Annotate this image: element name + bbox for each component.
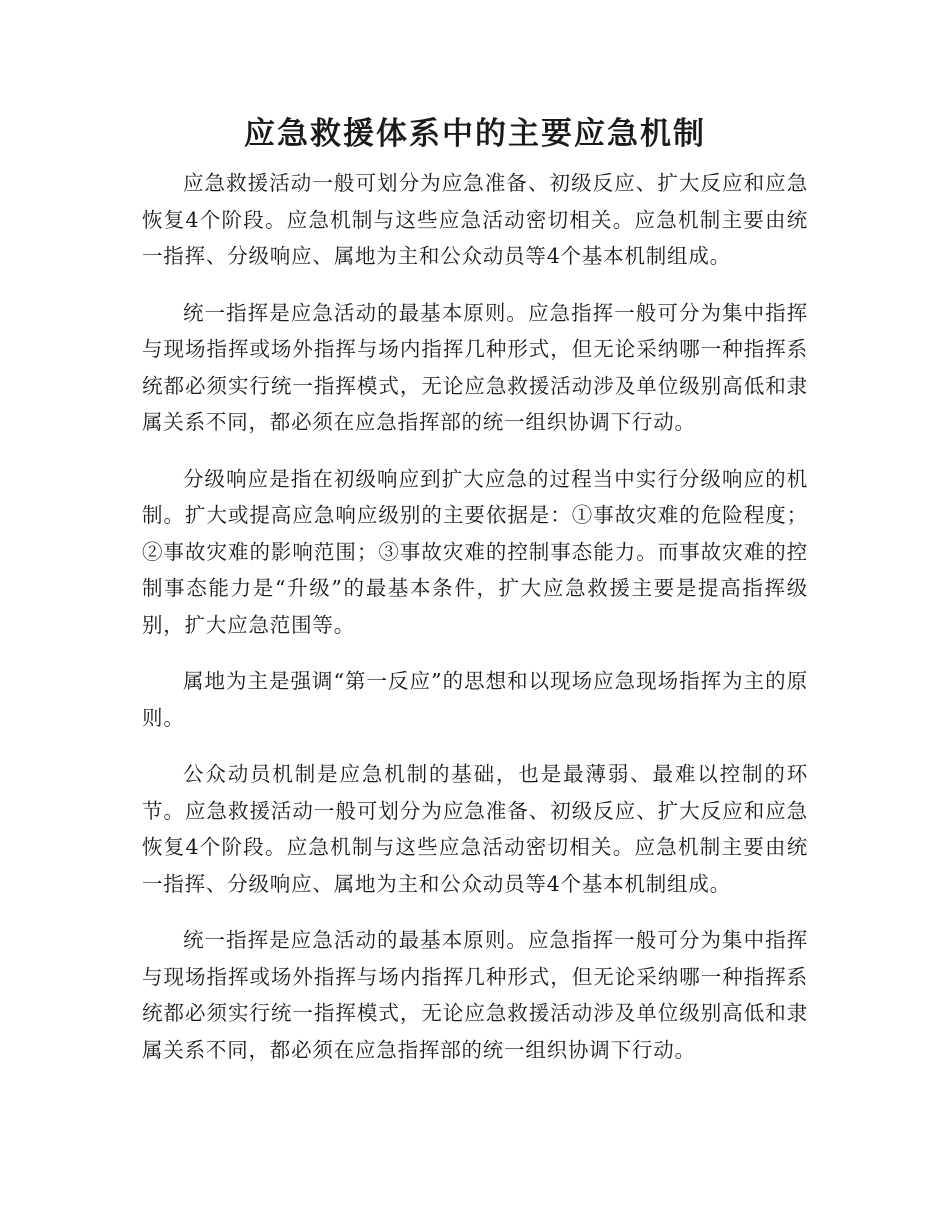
paragraph-1: 应急救援活动一般可划分为应急准备、初级反应、扩大反应和应急恢复4个阶段。应急机制与这些应急活动密切相关。应急机制主要由统一指挥、分级响应、属地为主和公众动员等4个基本机制组成。 bbox=[142, 171, 808, 268]
paragraph-4: 属地为主是强调“第一反应”的思想和以现场应急现场指挥为主的原则。 bbox=[142, 669, 808, 730]
paragraph-3: 分级响应是指在初级响应到扩大应急的过程当中实行分级响应的机制。扩大或提高应急响应级别的主要依据是：①事故灾难的危险程度；②事故灾难的影响范围；③事故灾难的控制事态能力。而事故灾难的控制事态能力是“升级”的最基本条件，扩大应急救援主要是提高指挥级别，扩大应急范围等。 bbox=[142, 466, 808, 637]
document-title: 应急救援体系中的主要应急机制 bbox=[244, 116, 706, 152]
document-body bbox=[142, 165, 808, 1088]
paragraph-2: 统一指挥是应急活动的最基本原则。应急指挥一般可分为集中指挥与现场指挥或场外指挥与场内指挥几种形式，但无论采纳哪一种指挥系统都必须实行统一指挥模式，无论应急救援活动涉及单位级别高低和隶属关系不同，都必须在应急指挥部的统一组织协调下行动。 bbox=[142, 300, 808, 434]
paragraph-5: 公众动员机制是应急机制的基础，也是最薄弱、最难以控制的环节。应急救援活动一般可划分为应急准备、初级反应、扩大反应和应急恢复4个阶段。应急机制与这些应急活动密切相关。应急机制主要由统一指挥、分级响应、属地为主和公众动员等4个基本机制组成。 bbox=[142, 762, 808, 896]
paragraph-6: 统一指挥是应急活动的最基本原则。应急指挥一般可分为集中指挥与现场指挥或场外指挥与场内指挥几种形式，但无论采纳哪一种指挥系统都必须实行统一指挥模式，无论应急救援活动涉及单位级别高低和隶属关系不同，都必须在应急指挥部的统一组织协调下行动。 bbox=[142, 928, 808, 1062]
